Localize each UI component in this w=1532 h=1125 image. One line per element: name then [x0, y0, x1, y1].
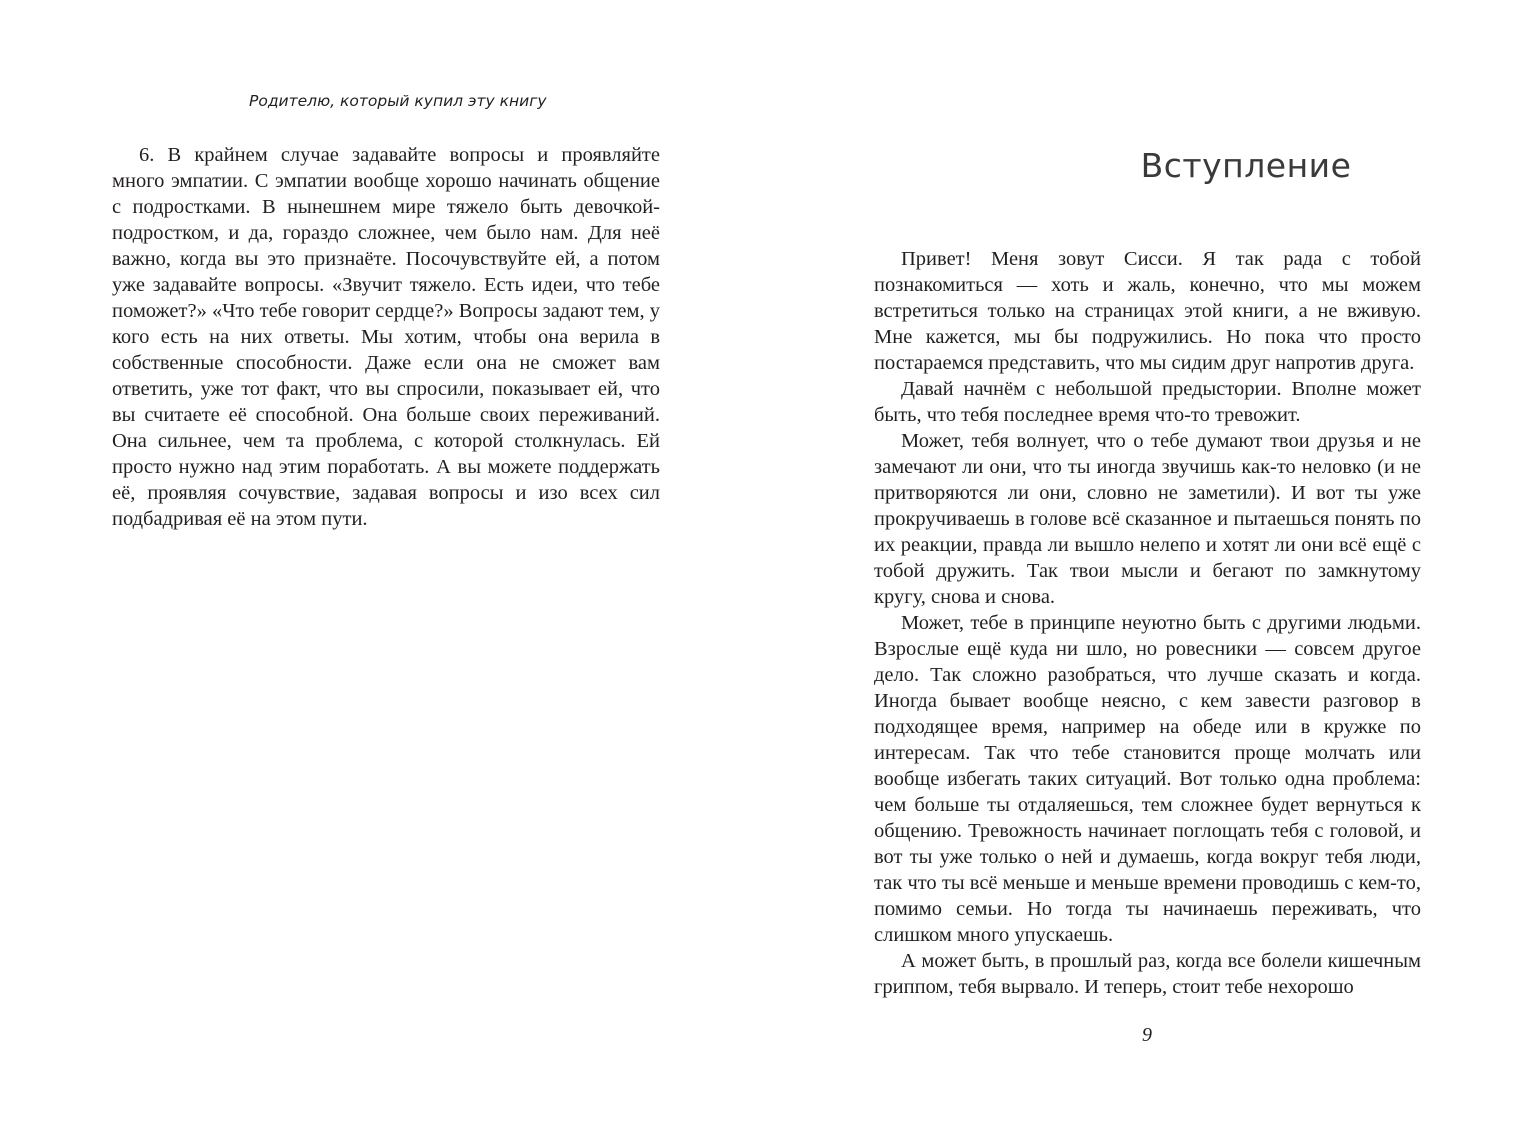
paragraph: Может, тебе в принципе неуютно быть с другими людьми. Взрослые ещё куда ни шло, но ровесники — совсем другое дело. Так сложно разобраться, что лучше сказать и когда. Иногда бывает вообще неясно, с кем завести разговор в подходящее время, например на обеде или в кружке по интересам. Так что тебе становится проще молчать или вообще избегать таких ситуаций. Вот только одна проблема: чем больше ты отдаляешься, тем сложнее будет вернуться к общению. Тревожность начинает поглощать тебя с головой, и вот ты уже только о ней и думаешь, когда вокруг тебя люди, так что ты всё меньше и меньше времени проводишь с кем-то, помимо семьи. Но тогда ты начинаешь переживать, что слишком много упускаешь.	[874, 612, 1421, 946]
paragraph: 6. В крайнем случае задавайте вопросы и проявляйте много эмпатии. С эмпатии вообще хорошо начинать общение с подростками. В нынешнем мире тяжело быть девочкой-подростком, и да, гораздо сложнее, чем было нам. Для неё важно, когда вы это признаёте. Посочувствуйте ей, а потом уже задавайте вопросы. «Звучит тяжело. Есть идеи, что тебе поможет?» «Что тебе говорит сердце?» Вопросы задают тем, у кого есть на них ответы. Мы хотим, чтобы она верила в собственные способности. Даже если она не сможет вам ответить, уже тот факт, что вы спросили, показывает ей, что вы считаете её способной. Она больше своих переживаний. Она сильнее, чем та проблема, с которой столкнулась. Ей просто нужно над этим поработать. А вы можете поддержать её, проявляя сочувствие, задавая вопросы и изо всех сил подбадривая её на этом пути.	[112, 144, 660, 530]
running-head: Родителю, который купил эту книгу	[249, 92, 547, 110]
page-number: 9	[1142, 1024, 1152, 1046]
right-page	[766, 0, 1532, 1125]
left-page-text	[112, 142, 660, 532]
paragraph: Может, тебя волнует, что о тебе думают твои друзья и не замечают ли они, что ты иногда звучишь как-то неловко (и не притворяются ли они, словно не заметили). И вот ты уже прокручиваешь в голове всё сказанное и пытаешься понять по их реакции, правда ли вышло нелепо и хотят ли они всё ещё с тобой дружить. Так твои мысли и бегают по замкнутому кругу, снова и снова.	[874, 430, 1421, 608]
paragraph: Давай начнём с небольшой предыстории. Вполне может быть, что тебя последнее время что-то тревожит.	[874, 378, 1421, 426]
paragraph: Привет! Меня зовут Сисси. Я так рада с тобой познакомиться — хоть и жаль, конечно, что мы можем встретиться только на страницах этой книги, а не вживую. Мне кажется, мы бы подружились. Но пока что просто постараемся представить, что мы сидим друг напротив друга.	[874, 248, 1421, 374]
chapter-title: Вступление	[1140, 146, 1352, 185]
paragraph: А может быть, в прошлый раз, когда все болели кишечным гриппом, тебя вырвало. И теперь, стоит тебе нехорошо	[874, 950, 1421, 998]
right-page-text	[874, 246, 1421, 1000]
